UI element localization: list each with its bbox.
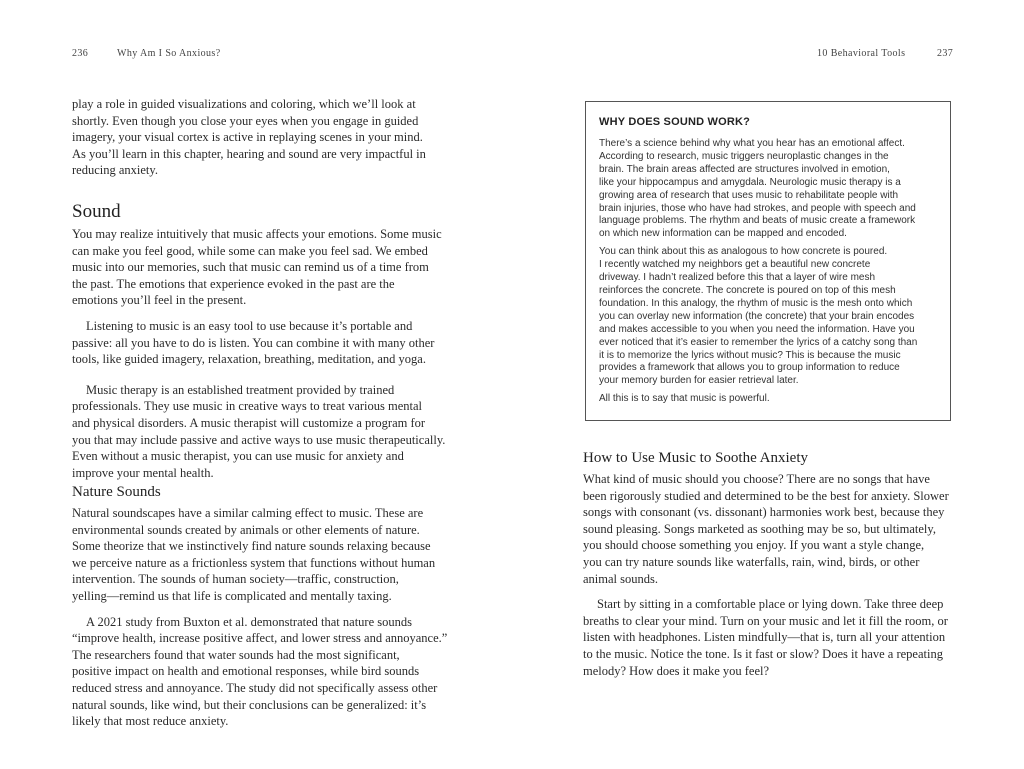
text-line: shortly. Even though you close your eyes when you engage in guided [72,113,419,128]
sidebar-paragraph-3 [599,393,944,406]
text-line: imagery, your visual cortex is active in replaying scenes in your mind. [72,130,423,145]
text-line: foundation. In this analogy, the rhythm of music is the mesh onto which [599,297,913,309]
intro-text [72,96,452,179]
text-line: driveway. I hadn’t realized before this that a layer of wire mesh [599,272,876,284]
text-line: reinforces the concrete. The concrete is poured on top of this mesh [599,284,896,296]
text-line: Start by sitting in a comfortable place or lying down. Take three deep [597,597,944,612]
text-line: brain. The brain areas affected are structures involved in emotion, [599,163,890,175]
text-line: Listening to music is an easy tool to use because it’s portable and [86,318,413,333]
text-line: listen with headphones. Listen mindfully—that is, turn all your attention [583,630,946,645]
text-line: play a role in guided visualizations and coloring, which we’ll look at [72,97,416,111]
how-paragraph-1 [583,471,973,587]
text-line: improve your mental health. [72,465,214,480]
text-line: You can think about this as analogous to how concrete is poured. [599,246,888,258]
text-line: yelling—remind us that life is complicated and mentally taxing. [72,588,392,603]
chapter-label: 10 Behavioral Tools [817,48,906,59]
right-page-number: 237 [937,48,954,59]
text-line: growing area of research that uses music to rehabilitate people with [599,189,899,201]
sound-paragraph-3 [72,382,452,482]
text-line: you can overlay new information (the concrete) that your brain encodes [599,310,915,322]
text-line: and makes accessible to you when you need the information. Have you [599,323,915,335]
text-line: music into our memories, such that music can remind us of a time from [72,260,429,275]
text-line: you can try nature sounds like waterfalls, rain, wind, birds, or other [583,554,920,569]
section-heading-how-to-use-music: How to Use Music to Soothe Anxiety [583,450,808,466]
text-line: likely that most reduce anxiety. [72,714,229,729]
how-paragraph-2 [583,596,973,679]
text-line: breaths to clear your mind. Turn on your music and let it fill the room, or [583,613,948,628]
sound-section [72,226,452,481]
text-line: it is to memorize the lyrics without music? This is because the music [599,349,901,361]
text-line: you that may include passive and active ways to use music therapeutically. [72,432,446,447]
text-line: brain injuries, those who have had strokes, and people with speech and [599,202,916,214]
sidebar-title: WHY DOES SOUND WORK? [599,116,751,128]
text-line: tools, like guided imagery, relaxation, breathing, meditation, and yoga. [72,352,426,367]
text-line: animal sounds. [583,571,658,586]
intro-paragraph [72,96,452,179]
text-line: songs with consonant (vs. dissonant) harmonies work best, because they [583,505,945,520]
text-line: your memory burden for easier retrieval later. [599,375,799,387]
right-page [512,0,1024,769]
text-line: intervention. The sounds of human society—traffic, construction, [72,572,399,587]
section-heading-nature-sounds: Nature Sounds [72,484,161,500]
nature-paragraph-1 [72,505,452,605]
nature-paragraph-2 [72,614,452,730]
text-line: Natural soundscapes have a similar calming effect to music. These are [72,506,424,520]
text-line: There’s a science behind why what you hear has an emotional affect. [599,138,905,149]
text-line: As you’ll learn in this chapter, hearing and sound are very impactful in [72,146,426,161]
text-line: can make you feel good, while some can make you feel sad. We embed [72,243,428,258]
text-line: The researchers found that water sounds had the most significant, [72,647,400,662]
text-line: on which new information can be mapped and encoded. [599,228,847,240]
text-line: I recently watched my neighbors get a beautiful new concrete [599,259,871,271]
text-line: like your hippocampus and amygdala. Neurologic music therapy is a [599,176,901,188]
text-line: All this is to say that music is powerful. [599,393,770,405]
sidebar-paragraph-2 [599,246,944,388]
text-line: been rigorously studied and determined to be the best for anxiety. Slower [583,488,949,503]
text-line: you should choose something you enjoy. If you want a style change, [583,538,925,553]
text-line: According to research, music triggers neuroplastic changes in the [599,150,889,162]
text-line: Even without a music therapist, you can use music for anxiety and [72,449,404,464]
how-section [583,471,973,679]
text-line: ever noticed that it’s easier to remember the lyrics of a catchy song than [599,336,918,348]
sound-paragraph-2 [72,318,452,368]
sidebar-body [599,138,944,406]
text-line: language problems. The rhythm and beats of music create a framework [599,215,916,227]
text-line: reducing anxiety. [72,163,158,178]
section-heading-sound: Sound [72,201,121,222]
left-running-head: Why Am I So Anxious? [117,48,221,59]
sidebar-box [585,101,951,421]
text-line: reduced stress and annoyance. The study did not specifically assess other [72,680,438,695]
text-line: melody? How does it make you feel? [583,663,770,678]
text-line: the past. The emotions that experience evoked in the past are the [72,276,395,291]
sound-paragraph-1 [72,226,452,309]
text-line: You may realize intuitively that music affects your emotions. Some music [72,227,442,241]
text-line: A 2021 study from Buxton et al. demonstrated that nature sounds [86,614,412,629]
text-line: Some theorize that we instinctively find nature sounds relaxing because [72,539,431,554]
text-line: emotions you’ll feel in the present. [72,293,247,308]
sidebar-paragraph-1 [599,138,944,241]
text-line: and physical disorders. A music therapist will customize a program for [72,415,426,430]
left-page-number: 236 [72,48,89,59]
text-line: Music therapy is an established treatment provided by trained [86,382,395,397]
text-line: “improve health, increase positive affect, and lower stress and annoyance.” [72,631,448,646]
text-line: we perceive nature as a frictionless system that functions without human [72,555,436,570]
text-line: What kind of music should you choose? There are no songs that have [583,472,930,486]
text-line: environmental sounds created by animals or other elements of nature. [72,522,420,537]
text-line: sound pleasing. Songs marketed as soothing may be so, but ultimately, [583,521,936,536]
text-line: professionals. They use music in creative ways to treat various mental [72,399,423,414]
text-line: passive: all you have to do is listen. You can combine it with many other [72,335,435,350]
text-line: to the music. Notice the tone. Is it fast or slow? Does it have a repeating [583,646,943,661]
nature-section [72,505,452,730]
text-line: positive impact on health and emotional responses, while bird sounds [72,664,420,679]
text-line: natural sounds, like wind, but their conclusions can be generalized: it’s [72,697,427,712]
text-line: provides a framework that allows you to group information to reduce [599,362,900,374]
